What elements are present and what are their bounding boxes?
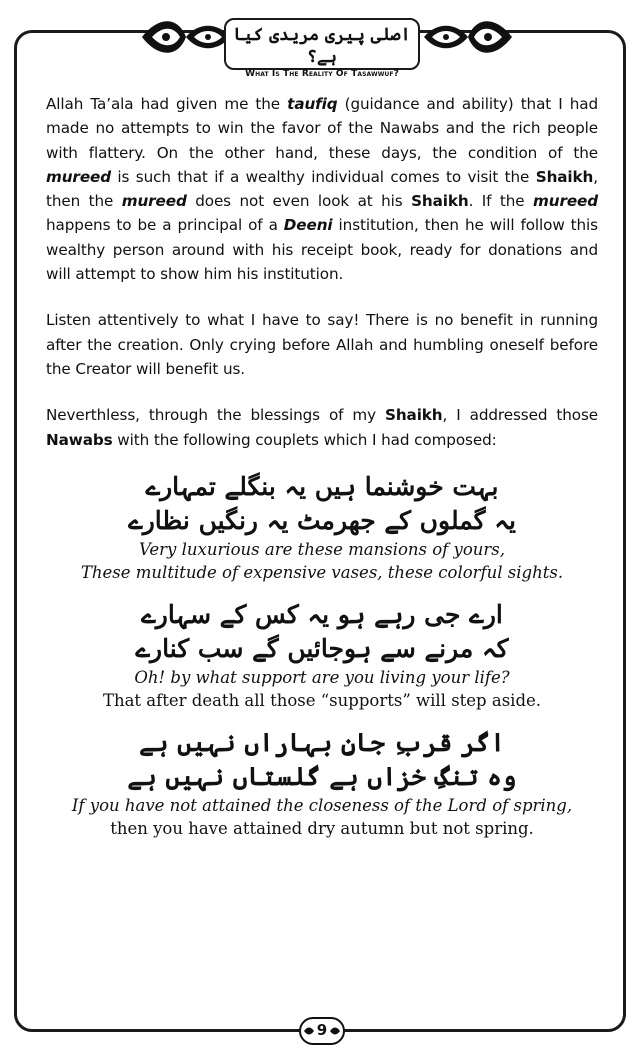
couplet-1	[46, 470, 598, 584]
chapter-title-box	[224, 18, 420, 79]
couplet-translation-line: These multitude of expensive vases, these colorful sights.	[80, 562, 564, 582]
couplet-translation-line: That after death all those “supports” will step aside.	[102, 690, 542, 710]
couplet-translation-line: Very luxurious are these mansions of yours,	[138, 539, 506, 559]
couplet-2	[46, 598, 598, 712]
poem	[46, 470, 598, 840]
couplet-translation-line: then you have attained dry autumn but not spring.	[110, 818, 534, 838]
paragraph-1: Allah Ta’ala had given me the taufiq (guidance and ability) that I had made no attempts to win the favor of the Nawabs and the rich people with flattery. On the other hand, these days, the condition of the mureed is such that if a wealthy individual comes to visit the Shaikh, then the mureed does not even look at his Shaikh. If the mureed happens to be a principal of a Deeni institution, then he will follow this wealthy person around with his receipt book, ready for donations and will attempt to show him his institution.	[46, 95, 599, 284]
page-number-badge	[298, 1016, 346, 1046]
couplet-translation-line: Oh! by what support are you living your life?	[134, 667, 510, 687]
couplet-urdu-line: کہ مرنے سے ہوجائیں گے سب کنارے	[135, 633, 509, 663]
page-content	[46, 92, 598, 854]
paragraph-3: Neverthless, through the blessings of my Shaikh, I addressed those Nawabs with the following couplets which I had composed:	[46, 406, 598, 449]
ornament-right-icon	[420, 12, 516, 62]
couplet-translation-line: If you have not attained the closeness of the Lord of spring,	[71, 795, 573, 815]
page-header	[0, 0, 644, 80]
couplet-urdu-line: اگر قربِ جانِ بہاراں نہیں ہے	[139, 727, 505, 757]
couplet-urdu-line: یہ گملوں کے جھرمٹ یہ رنگیں نظارے	[128, 505, 516, 535]
ornament-left-icon	[138, 12, 234, 62]
couplet-urdu-line: بہت خوشنما ہیں یہ بنگلے تمہارے	[145, 471, 499, 501]
couplet-3	[46, 726, 598, 840]
couplet-urdu-line: ارے جی رہے ہو یہ کس کے سہارے	[141, 599, 503, 629]
chapter-title-urdu: اصلی پیری مریدی کیا ہے؟	[233, 25, 411, 67]
paragraph-2: Listen attentively to what I have to say! There is no benefit in running after the creation. Only crying before Allah and humbling oneself before the Creator will benefit us.	[46, 311, 598, 378]
chapter-title-english: What Is The Reality Of Tasawwuf?	[245, 69, 399, 79]
page-number: 9	[316, 1021, 328, 1039]
couplet-urdu-line: وہ تنگِ خزاں ہے گلستاں نہیں ہے	[127, 761, 517, 791]
